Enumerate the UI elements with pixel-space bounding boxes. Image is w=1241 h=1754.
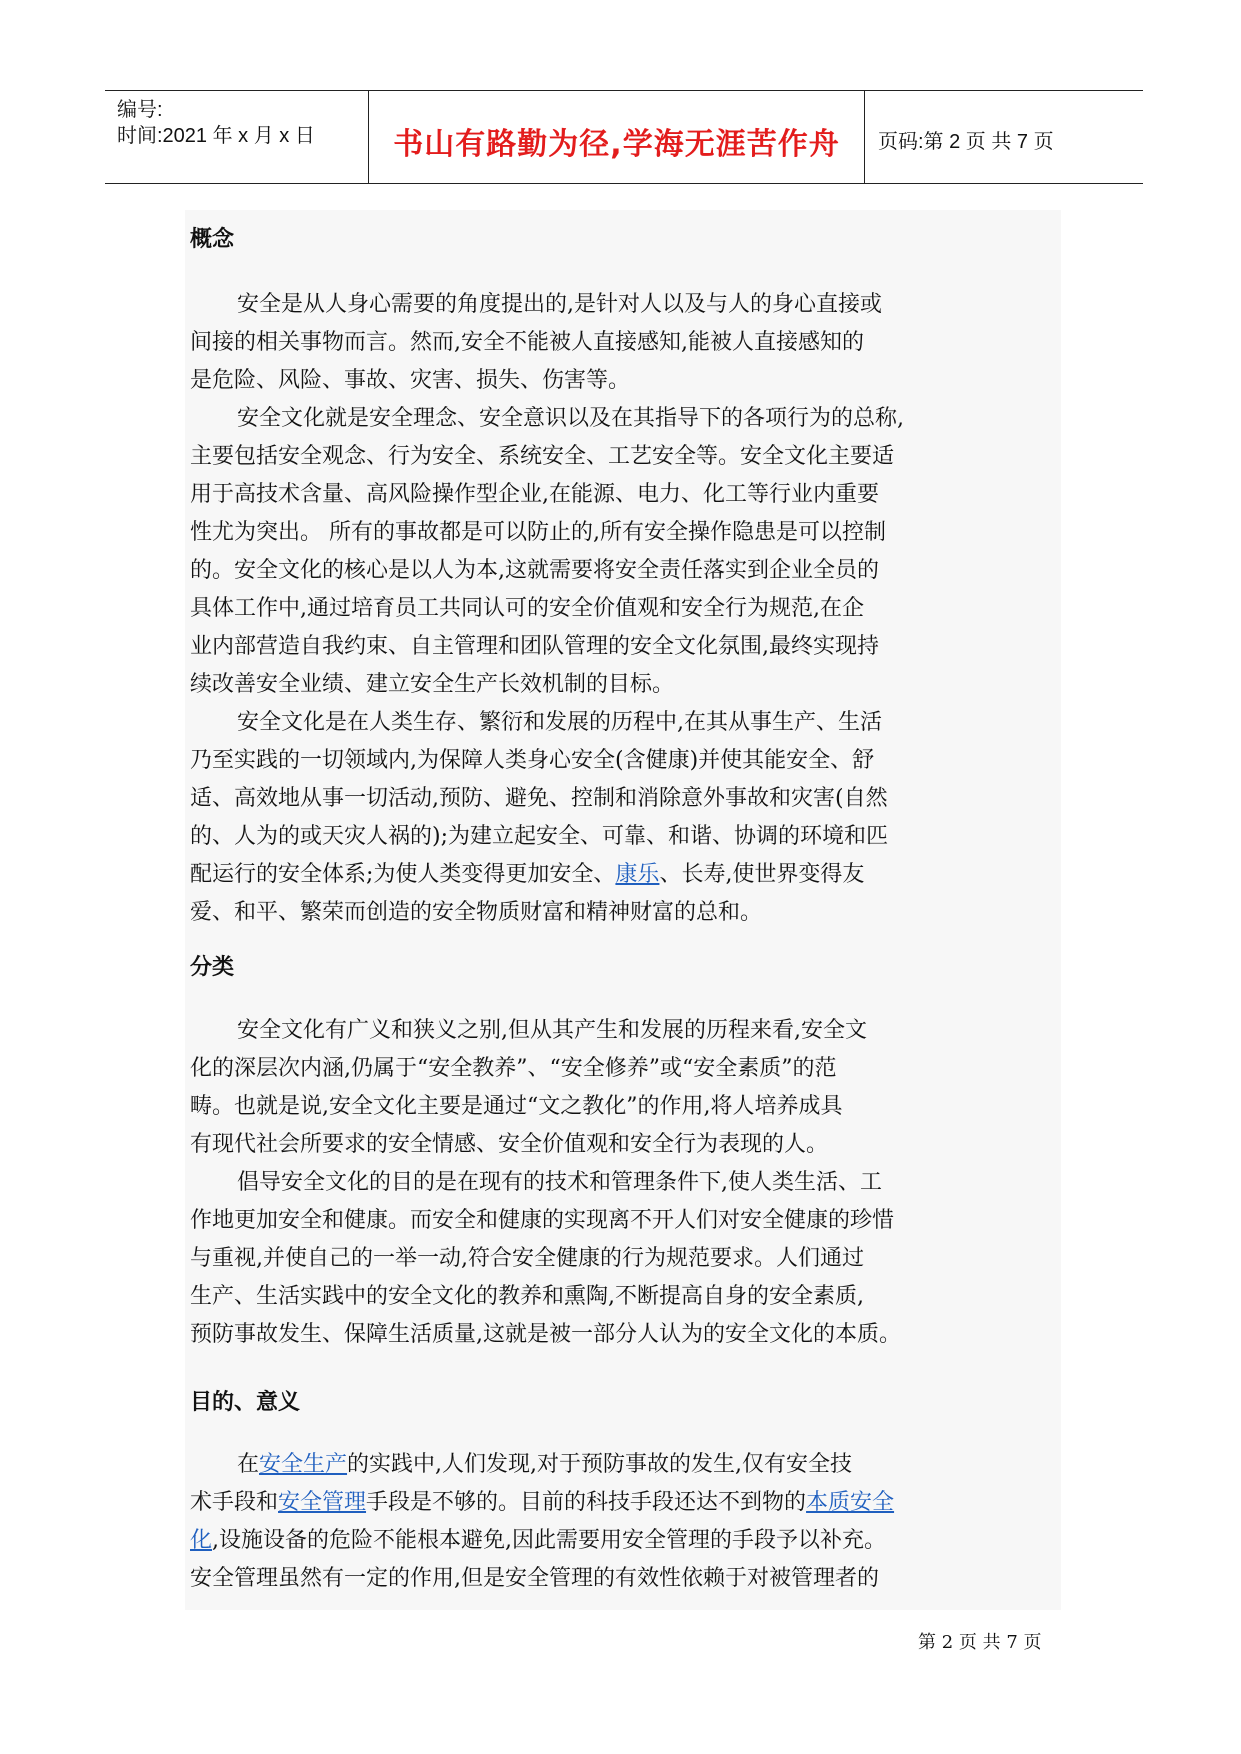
link-safety-management[interactable]: 安全管理 <box>278 1490 367 1515</box>
section-classification-body <box>190 1012 1061 1354</box>
text-span: 配运行的安全体系;为使人类变得更加安全、 <box>190 862 616 887</box>
link-intrinsic-safety[interactable]: 本质安全 <box>806 1490 895 1515</box>
section-concept-body <box>190 286 1061 932</box>
time-label: 时间:2021 年 x 月 x 日 <box>117 125 315 147</box>
text-line: 的。安全文化的核心是以人为本,这就需要将安全责任落实到企业全员的 <box>190 558 879 583</box>
text-span: 手段是不够的。目前的科技手段还达不到物的 <box>366 1490 807 1515</box>
text-line: 畴。也就是说,安全文化主要是通过“文之教化”的作用,将人培养成具 <box>190 1094 843 1119</box>
section-heading-purpose: 目的、意义 <box>190 1390 301 1415</box>
link-intrinsic-safety-cont[interactable]: 化 <box>190 1528 213 1553</box>
text-span: ,设施设备的危险不能根本避免,因此需要用安全管理的手段予以补充。 <box>212 1528 887 1553</box>
text-line: 用于高技术含量、高风险操作型企业,在能源、电力、化工等行业内重要 <box>190 482 879 507</box>
page-code: 页码:第 2 页 共 7 页 <box>878 131 1054 153</box>
text-line: 预防事故发生、保障生活质量,这就是被一部分人认为的安全文化的本质。 <box>190 1322 901 1347</box>
text-line: 安全是从人身心需要的角度提出的,是针对人以及与人的身心直接或 <box>237 292 882 317</box>
text-line: 续改善安全业绩、建立安全生产长效机制的目标。 <box>190 672 675 697</box>
text-line: 有现代社会所要求的安全情感、安全价值观和安全行为表现的人。 <box>190 1132 829 1157</box>
text-line: 性尤为突出。 所有的事故都是可以防止的,所有安全操作隐患是可以控制 <box>190 520 886 545</box>
text-line: 与重视,并使自己的一举一动,符合安全健康的行为规范要求。人们通过 <box>190 1246 864 1271</box>
section-heading-classification: 分类 <box>190 955 235 980</box>
page-footer: 第 2 页 共 7 页 <box>918 1632 1042 1653</box>
text-line: 作地更加安全和健康。而安全和健康的实现离不开人们对安全健康的珍惜 <box>190 1208 895 1233</box>
header-motto-cell <box>369 91 865 183</box>
text-line: 适、高效地从事一切活动,预防、避免、控制和消除意外事故和灾害(自然 <box>190 786 888 811</box>
text-line: 倡导安全文化的目的是在现有的技术和管理条件下,使人类生活、工 <box>237 1170 882 1195</box>
text-line: 是危险、风险、事故、灾害、损失、伤害等。 <box>190 368 631 393</box>
text-line: 的、人为的或天灾人祸的);为建立起安全、可靠、和谐、协调的环境和匹 <box>190 824 888 849</box>
text-line: 间接的相关事物而言。然而,安全不能被人直接感知,能被人直接感知的 <box>190 330 864 355</box>
page-header <box>105 90 1143 184</box>
text-line: 安全管理虽然有一定的作用,但是安全管理的有效性依赖于对被管理者的 <box>190 1566 879 1591</box>
document-body <box>185 210 1061 1610</box>
section-purpose-body <box>190 1446 1061 1598</box>
text-line <box>190 1446 1061 1484</box>
link-kangle[interactable]: 康乐 <box>615 862 660 887</box>
text-line: 安全文化有广义和狭义之别,但从其产生和发展的历程来看,安全文 <box>237 1018 867 1043</box>
text-span: 在 <box>237 1452 260 1477</box>
text-span: 术手段和 <box>190 1490 279 1515</box>
text-line <box>190 1522 1061 1560</box>
text-line <box>190 1484 1061 1522</box>
text-line: 化的深层次内涵,仍属于“安全教养”、“安全修养”或“安全素质”的范 <box>190 1056 837 1081</box>
text-line: 具体工作中,通过培育员工共同认可的安全价值观和安全行为规范,在企 <box>190 596 864 621</box>
header-page-cell <box>865 91 1143 183</box>
text-line: 安全文化就是安全理念、安全意识以及在其指导下的各项行为的总称, <box>237 406 904 431</box>
text-line: 业内部营造自我约束、自主管理和团队管理的安全文化氛围,最终实现持 <box>190 634 879 659</box>
text-line <box>190 856 1061 894</box>
text-line: 安全文化是在人类生存、繁衍和发展的历程中,在其从事生产、生活 <box>237 710 882 735</box>
text-span: 的实践中,人们发现,对于预防事故的发生,仅有安全技 <box>347 1452 853 1477</box>
text-line: 主要包括安全观念、行为安全、系统安全、工艺安全等。安全文化主要适 <box>190 444 895 469</box>
motto: 书山有路勤为径,学海无涯苦作舟 <box>393 127 840 162</box>
number-label: 编号: <box>117 99 163 121</box>
text-line: 生产、生活实践中的安全文化的教养和熏陶,不断提高自身的安全素质, <box>190 1284 864 1309</box>
section-heading-concept: 概念 <box>190 227 235 252</box>
text-span: 、长寿,使世界变得友 <box>659 862 865 887</box>
text-line: 爱、和平、繁荣而创造的安全物质财富和精神财富的总和。 <box>190 900 763 925</box>
header-meta-cell <box>105 91 369 183</box>
text-line: 乃至实践的一切领域内,为保障人类身心安全(含健康)并使其能安全、舒 <box>190 748 875 773</box>
link-safety-production[interactable]: 安全生产 <box>259 1452 348 1477</box>
